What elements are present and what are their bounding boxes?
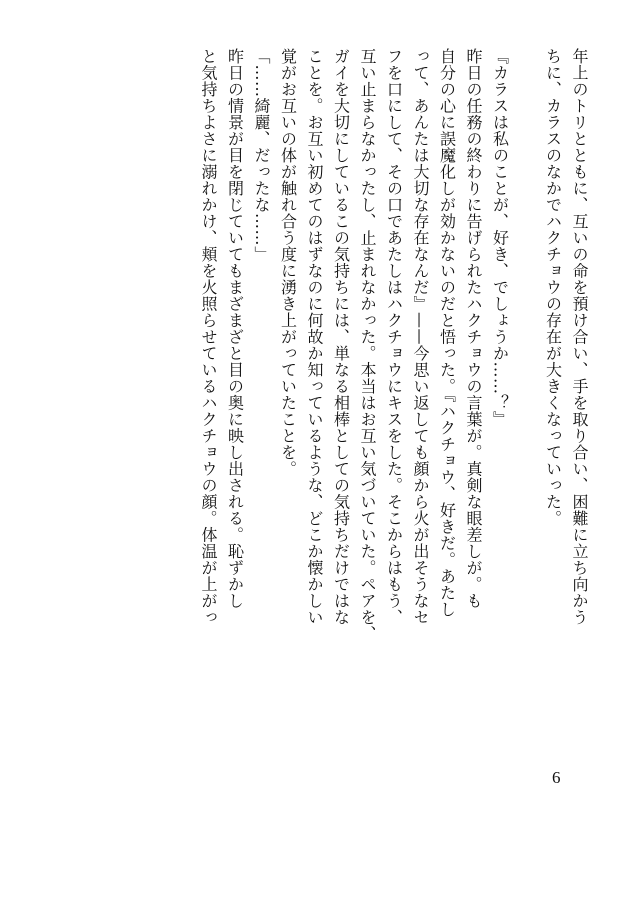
text-line: って、あんたは大切な存在なんだ』——今思い返しても顔から火が出そうなセ	[411, 48, 430, 626]
text-line: と気持ちよさに溺れかけ、頬を火照らせているハクチョウの顔。体温が上がっ	[199, 48, 218, 626]
text-line: 覚がお互いの体が触れ合う度に湧き上がっていたことを。	[278, 48, 298, 477]
text-line: フを口にして、その口であたしはハクチョウにキスをした。そこからはもう、	[384, 48, 404, 626]
text-line: ガイを大切にしているこの気持ちには、単なる相棒としての気持ちだけではな	[331, 48, 351, 626]
blank-line	[513, 48, 540, 808]
text-line: 『カラスは私のことが、好き、でしょうか……？』	[490, 48, 510, 428]
text-line: 年上のトリとともに、互いの命を預け合い、手を取り合い、困難に立ち向かう	[570, 48, 589, 626]
text-line: ちに、カラスのなかでハクチョウの存在が大きくなっていった。	[543, 48, 563, 527]
vertical-text-body	[195, 48, 593, 808]
page-number: 6	[552, 768, 561, 787]
text-line: 昨日の情景が目を閉じていてもまざまざと目の奥に映し出される。恥ずかし	[225, 48, 245, 609]
text-line: ことを。お互い初めてのはずなのに何故か知っているような、どこか懐かしい	[305, 48, 324, 626]
text-line: 「……綺麗、だったな……」	[252, 48, 271, 263]
text-line: 互い止まらなかったし、止まれなかった。本当はお互い気づいていた。ペアを、	[358, 48, 377, 642]
text-line: 昨日の任務の終わりに告げられたハクチョウの言葉が。真剣な眼差しが。も	[464, 48, 483, 609]
text-line: 自分の心に誤魔化しが効かないのだと悟った。『ハクチョウ、好きだ。あたし	[437, 48, 457, 618]
